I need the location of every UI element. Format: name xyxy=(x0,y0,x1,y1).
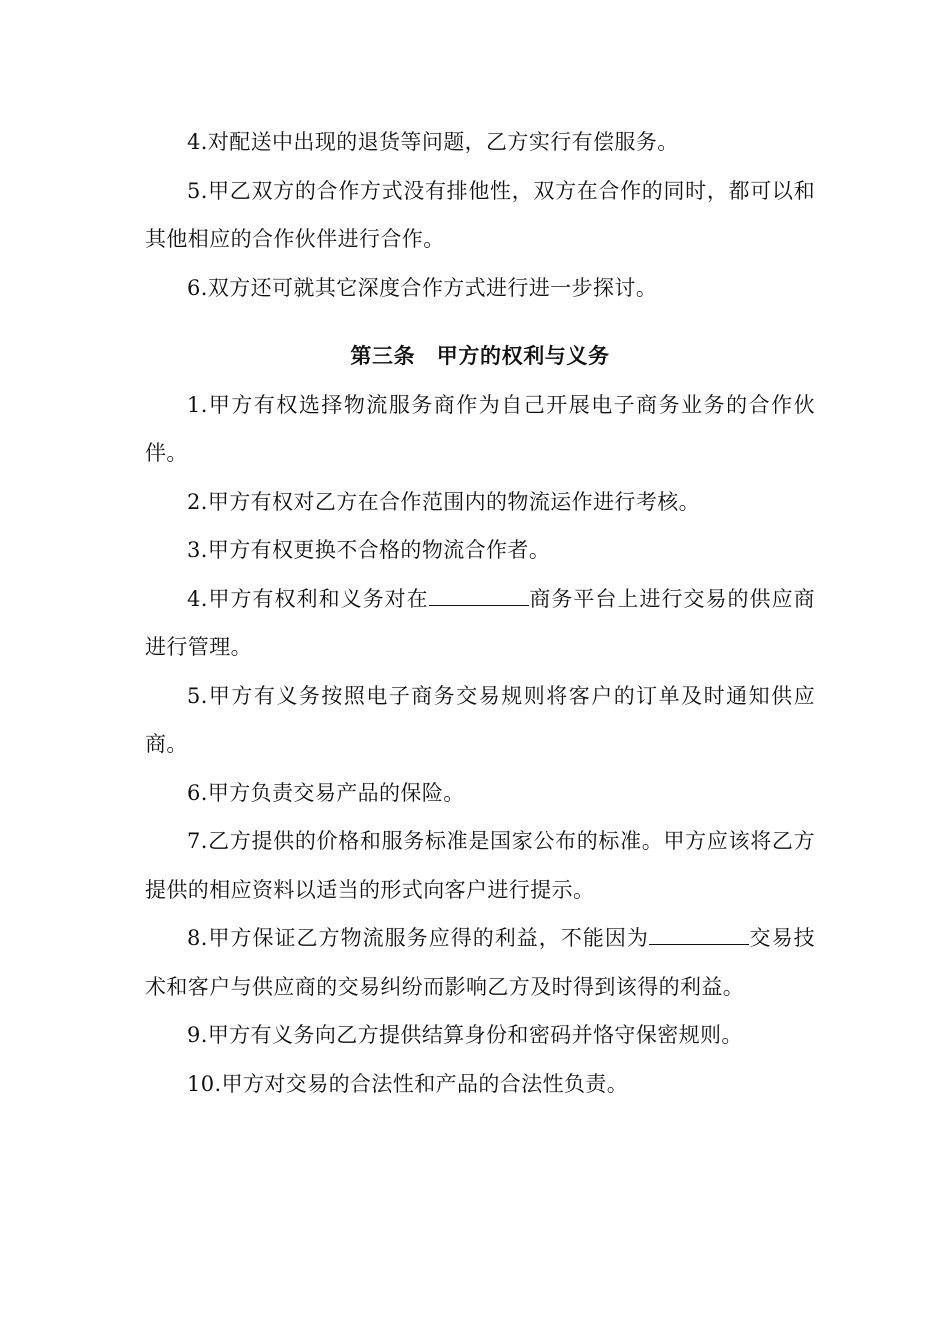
document-body xyxy=(145,118,815,1108)
clause-3-item-7: 7.乙方提供的价格和服务标准是国家公布的标准。甲方应该将乙方提供的相应资料以适当的形式向客户进行提示。 xyxy=(145,829,815,902)
clause-2-item-4: 4.对配送中出现的退货等问题，乙方实行有偿服务。 xyxy=(187,130,679,154)
fill-in-blank[interactable] xyxy=(649,926,749,945)
clause-3-item-4 xyxy=(145,575,815,672)
clause-3-item-9: 9.甲方有义务向乙方提供结算身份和密码并恪守保密规则。 xyxy=(187,1023,743,1047)
clause-3-item-3: 3.甲方有权更换不合格的物流合作者。 xyxy=(187,538,551,562)
clause-2-item-6: 6.双方还可就其它深度合作方式进行进一步探讨。 xyxy=(187,275,658,300)
section-three-heading: 第三条 甲方的权利与义务 xyxy=(350,343,610,368)
clause-3-item-4-part-2: 商务平台上进行交易的供应商进行管理。 xyxy=(145,586,816,659)
clause-2-item-5: 5.甲乙双方的合作方式没有排他性，双方在合作的同时，都可以和其他相应的合作伙伴进行合作。 xyxy=(145,178,815,251)
clause-3-item-4-part-1: 4.甲方有权利和义务对在 xyxy=(187,586,429,611)
clause-3-item-8-part-2: 交易技术和客户与供应商的交易纠纷而影响乙方及时得到该得的利益。 xyxy=(145,926,815,999)
clause-3-item-10: 10.甲方对交易的合法性和产品的合法性负责。 xyxy=(187,1071,629,1096)
clause-3-item-1: 1.甲方有权选择物流服务商作为自己开展电子商务业务的合作伙伴。 xyxy=(145,392,815,465)
clause-3-item-8-part-1: 8.甲方保证乙方物流服务应得的利益，不能因为 xyxy=(187,926,649,950)
clause-3-item-6: 6.甲方负责交易产品的保险。 xyxy=(187,780,465,805)
fill-in-blank[interactable] xyxy=(429,587,529,606)
clause-3-item-2: 2.甲方有权对乙方在合作范围内的物流运作进行考核。 xyxy=(187,489,701,514)
section-gap xyxy=(145,312,815,332)
clause-3-item-5: 5.甲方有义务按照电子商务交易规则将客户的订单及时通知供应商。 xyxy=(145,683,815,756)
clause-3-item-8 xyxy=(145,914,815,1011)
